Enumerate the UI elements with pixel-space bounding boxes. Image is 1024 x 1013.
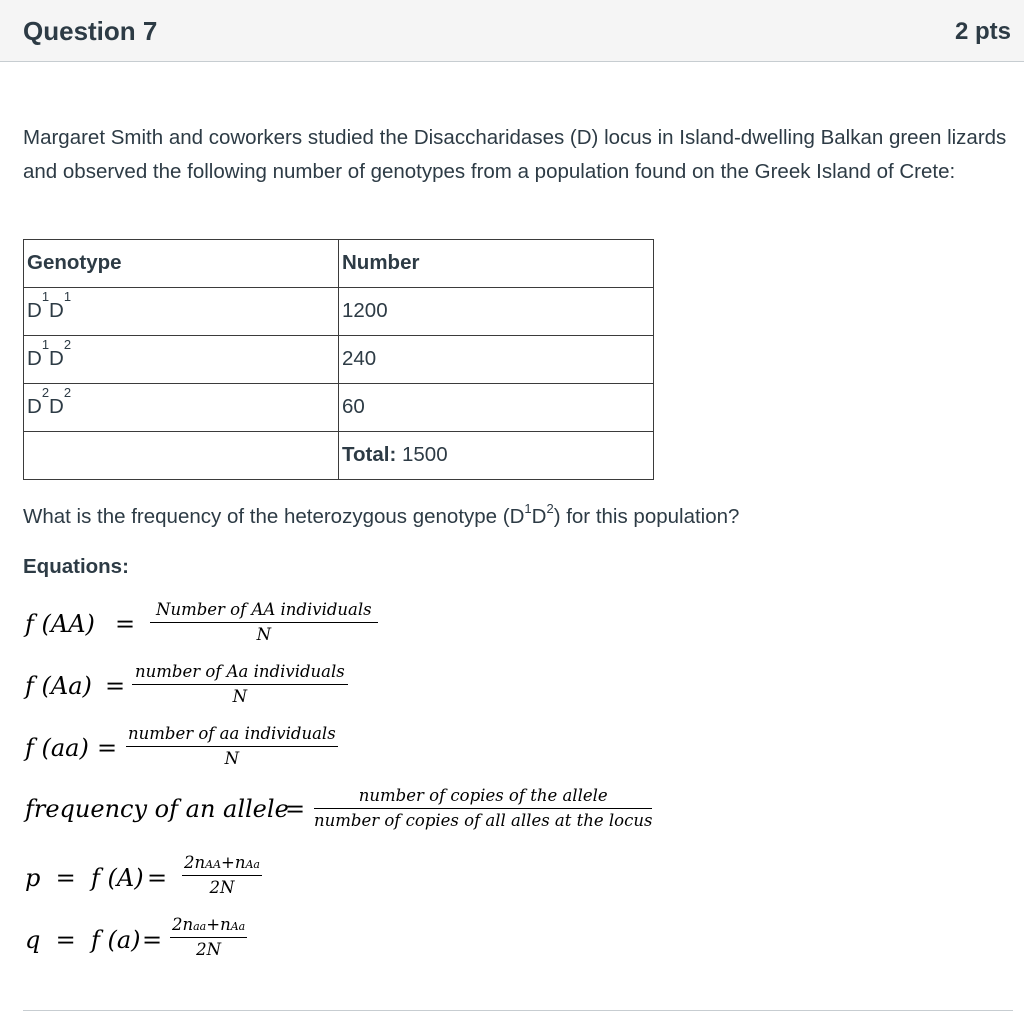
equation-q-lhs: q = f (a) bbox=[25, 926, 141, 954]
table-row bbox=[24, 384, 654, 432]
genotype-cell: $D^1D^2$ bbox=[24, 336, 339, 384]
intro-paragraph: Margaret Smith and coworkers studied the Disaccharidases (D) locus in Island-dwelling Balkan green lizards and observed the following number of genotypes from a population found on the Greek Island of Crete: bbox=[23, 126, 1007, 183]
table-row bbox=[24, 336, 654, 384]
fraction-fAa bbox=[132, 662, 348, 706]
denominator: number of copies of all alles at the locus bbox=[314, 811, 653, 830]
numerator: number of aa individuals bbox=[126, 724, 338, 747]
genotype-cell: $D^2D^2$ bbox=[24, 384, 339, 432]
empty-cell bbox=[24, 432, 339, 480]
equals-sign: = bbox=[142, 926, 163, 954]
denominator: N bbox=[232, 687, 248, 706]
equals-sign: = bbox=[105, 672, 126, 700]
equation-faa-lhs: f (AA) bbox=[25, 610, 95, 638]
total-cell bbox=[339, 432, 654, 480]
divider bbox=[23, 1010, 1013, 1011]
genotype-table bbox=[23, 239, 654, 480]
number-cell: 60 bbox=[339, 384, 654, 432]
denominator: 2N bbox=[209, 878, 235, 897]
number-cell: 1200 bbox=[339, 288, 654, 336]
question-prompt: What is the frequency of the heterozygous genotype $(D^1D^2)$ for this population? bbox=[23, 501, 740, 528]
equations-label: Equations: bbox=[23, 555, 129, 578]
equation-fAa-lhs: f (Aa) bbox=[25, 672, 92, 700]
table-row bbox=[24, 288, 654, 336]
total-value: 1500 bbox=[401, 443, 448, 466]
genotype-cell: $D^1D^1$ bbox=[24, 288, 339, 336]
table-total-row bbox=[24, 432, 654, 480]
number-cell: 240 bbox=[339, 336, 654, 384]
denominator: N bbox=[256, 625, 272, 644]
question-header bbox=[0, 0, 1024, 62]
fraction-faa-lower bbox=[126, 724, 338, 768]
numerator: 2naa+nAa bbox=[170, 915, 247, 938]
numerator: number of copies of the allele bbox=[314, 786, 652, 809]
fraction-faa bbox=[150, 600, 378, 644]
question-points: 2 pts bbox=[954, 18, 1011, 45]
equals-sign: = bbox=[285, 795, 306, 823]
equals-sign: = bbox=[115, 610, 136, 638]
fraction-allele bbox=[314, 786, 652, 830]
numerator: number of Aa individuals bbox=[132, 662, 348, 685]
equation-allele-lhs: frequency of an allele bbox=[25, 795, 289, 823]
equals-sign: = bbox=[147, 864, 168, 892]
equation-faa-lower-lhs: f (aa) bbox=[25, 734, 89, 762]
equals-sign: = bbox=[97, 734, 118, 762]
equation-p-lhs: p = f (A) bbox=[25, 864, 144, 892]
total-label: Total: bbox=[342, 443, 397, 466]
denominator: 2N bbox=[196, 940, 222, 959]
question-title: Question 7 bbox=[23, 16, 158, 46]
table-header-row bbox=[24, 240, 654, 288]
number-header: Number bbox=[339, 240, 654, 288]
fraction-q bbox=[170, 915, 247, 959]
numerator: 2nAA+nAa bbox=[182, 853, 262, 876]
denominator: N bbox=[224, 749, 240, 768]
numerator: Number of AA individuals bbox=[150, 600, 378, 623]
genotype-header: Genotype bbox=[24, 240, 339, 288]
fraction-p bbox=[182, 853, 262, 897]
